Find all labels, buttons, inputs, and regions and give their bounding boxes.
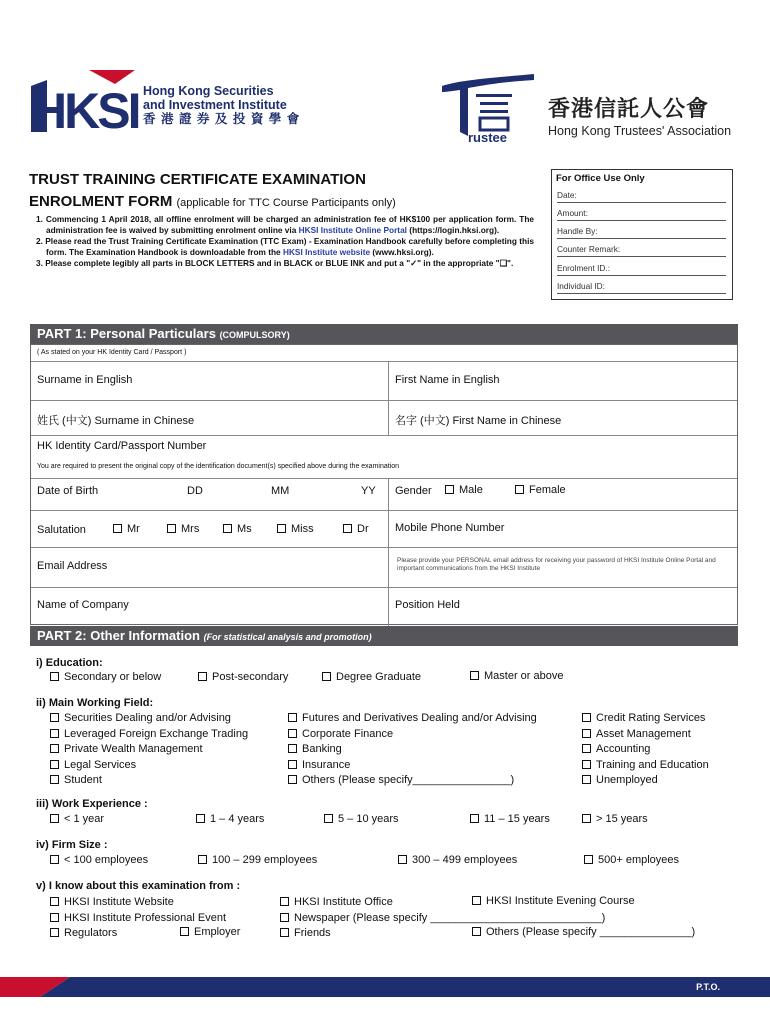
field-option[interactable]: Futures and Derivatives Dealing and/or Advising <box>288 711 537 727</box>
checkbox-icon <box>198 672 207 681</box>
know-option[interactable]: Others (Please specify _______________) <box>472 926 695 938</box>
dob-mm: MM <box>271 485 290 497</box>
field-option[interactable]: Banking <box>288 742 537 758</box>
checkbox-icon <box>582 760 591 769</box>
checkbox-icon <box>470 671 479 680</box>
working-field-label: ii) Main Working Field: <box>36 697 154 709</box>
firstname-cn-field[interactable]: 名字 (中文) First Name in Chinese <box>395 415 562 427</box>
checkbox-icon <box>582 713 591 722</box>
checkbox-icon <box>223 524 232 533</box>
hksi-logo-text: HKSI <box>31 83 139 134</box>
trustee-t-icon <box>440 72 536 144</box>
trustee-logo <box>440 72 740 148</box>
checkbox-icon <box>50 760 59 769</box>
exp-option[interactable]: 11 – 15 years <box>470 813 550 825</box>
checkbox-icon <box>198 855 207 864</box>
email-note: Please provide your PERSONAL email address for receiving your password of HKSI Institute Online Portal and important communications from the HKSI Institute <box>397 557 716 572</box>
dob-dd: DD <box>187 485 203 497</box>
hksi-name-cn: 香 港 證 券 及 投 資 學 會 <box>143 112 301 126</box>
office-use-box <box>551 169 733 300</box>
email-field[interactable]: Email Address <box>37 560 108 572</box>
office-date: Date: <box>557 190 726 203</box>
field-option[interactable]: Corporate Finance <box>288 727 537 743</box>
field-option[interactable]: Insurance <box>288 758 537 774</box>
personal-particulars <box>30 344 738 625</box>
firstname-en-field[interactable]: First Name in English <box>395 374 500 386</box>
know-option[interactable]: HKSI Institute Office <box>280 895 605 911</box>
checkbox-icon <box>324 814 333 823</box>
hksi-name-en-2: and Investment Institute <box>143 98 287 112</box>
field-option[interactable]: Leveraged Foreign Exchange Trading <box>50 727 248 743</box>
working-field-col1 <box>50 711 248 789</box>
checkbox-icon <box>584 855 593 864</box>
trustee-word: rustee <box>468 130 508 144</box>
know-option-employer[interactable]: Employer <box>180 926 240 938</box>
checkbox-icon <box>288 713 297 722</box>
checkbox-icon <box>50 897 59 906</box>
checkbox-icon <box>50 913 59 922</box>
salutation-mrs[interactable]: Mrs <box>167 523 199 535</box>
checkbox-icon <box>322 672 331 681</box>
checkbox-icon <box>50 729 59 738</box>
checkbox-icon <box>167 524 176 533</box>
salutation-mr[interactable]: Mr <box>113 523 140 535</box>
pto-label: P.T.O. <box>696 982 720 992</box>
field-option[interactable]: Unemployed <box>582 773 709 789</box>
checkbox-icon <box>280 928 289 937</box>
checkbox-icon <box>180 927 189 936</box>
office-enrolment: Enrolment ID.: <box>557 263 726 276</box>
edu-option[interactable]: Post-secondary <box>198 671 288 683</box>
firm-option[interactable]: 100 – 299 employees <box>198 854 317 866</box>
gender-label: Gender <box>395 485 432 497</box>
know-option[interactable]: Regulators <box>50 926 226 942</box>
hksi-logo-mark <box>31 70 141 134</box>
checkbox-icon <box>50 928 59 937</box>
firm-option[interactable]: 300 – 499 employees <box>398 854 517 866</box>
hksi-name-en-1: Hong Kong Securities <box>143 84 274 98</box>
field-option[interactable]: Training and Education <box>582 758 709 774</box>
salutation-miss[interactable]: Miss <box>277 523 314 535</box>
salutation-dr[interactable]: Dr <box>343 523 369 535</box>
note-2: 2. Please read the Trust Training Certificate Examination (TTC Exam) - Examination Handbook carefully before completing this form. The Examination Handbook is downloadable from the HKSI Institute website (www.hksi.org). <box>36 236 534 257</box>
know-option[interactable]: Friends <box>280 926 605 942</box>
checkbox-icon <box>288 729 297 738</box>
checkbox-icon <box>343 524 352 533</box>
know-option[interactable]: HKSI Institute Professional Event <box>50 911 226 927</box>
office-heading: For Office Use Only <box>556 173 645 184</box>
checkbox-icon <box>280 897 289 906</box>
website-link[interactable]: HKSI Institute website <box>282 247 371 257</box>
exp-option[interactable]: 5 – 10 years <box>324 813 399 825</box>
checkbox-icon <box>288 775 297 784</box>
checkbox-icon <box>582 744 591 753</box>
trustee-name-en: Hong Kong Trustees' Association <box>548 124 732 138</box>
field-option[interactable]: Accounting <box>582 742 709 758</box>
gender-male[interactable]: Male <box>445 484 483 496</box>
surname-en-field[interactable]: Surname in English <box>37 374 133 386</box>
checkbox-icon <box>50 713 59 722</box>
field-option[interactable]: Private Wealth Management <box>50 742 248 758</box>
hkid-note: You are required to present the original copy of the identification document(s) specified above during the examination <box>37 463 400 470</box>
footer-bar <box>0 977 770 997</box>
checkbox-icon <box>113 524 122 533</box>
working-field-col3 <box>582 711 709 789</box>
know-option[interactable]: Newspaper (Please specify ____________________________) <box>280 911 605 927</box>
note-1: 1. Commencing 1 April 2018, all offline enrolment will be charged an administration fee of HK$100 per application form. The administration fee is waived by submitting enrolment online via HKSI Institute Online Portal (https://login.hksi.org). <box>36 214 534 235</box>
work-experience-label: iii) Work Experience : <box>36 798 148 810</box>
hksi-logo <box>31 70 311 140</box>
checkbox-icon <box>470 814 479 823</box>
field-option[interactable]: Others (Please specify________________) <box>288 773 537 789</box>
edu-option[interactable]: Secondary or below <box>50 671 161 683</box>
part1-header: PART 1: Personal Particulars (COMPULSORY) <box>30 324 738 344</box>
office-amount: Amount: <box>557 208 726 221</box>
checkbox-icon <box>472 927 481 936</box>
form-subtitle: ENROLMENT FORM (applicable for TTC Course Participants only) <box>29 193 396 210</box>
portal-link[interactable]: HKSI Institute Online Portal <box>298 225 407 235</box>
field-option[interactable]: Securities Dealing and/or Advising <box>50 711 248 727</box>
position-field[interactable]: Position Held <box>395 599 460 611</box>
firm-option[interactable]: < 100 employees <box>50 854 148 866</box>
passport-note: ( As stated on your HK Identity Card / Passport ) <box>37 349 187 356</box>
working-field-col2 <box>288 711 537 789</box>
salutation-ms[interactable]: Ms <box>223 523 252 535</box>
checkbox-icon <box>288 760 297 769</box>
salutation-label: Salutation <box>37 524 86 536</box>
checkbox-icon <box>445 485 454 494</box>
field-option[interactable]: Student <box>50 773 248 789</box>
field-option[interactable]: Asset Management <box>582 727 709 743</box>
trustee-name-cn: 香港信託人公會 <box>548 96 710 121</box>
mobile-field[interactable]: Mobile Phone Number <box>395 522 505 534</box>
note-3: 3. Please complete legibly all parts in BLOCK LETTERS and in BLACK or BLUE INK and put a "✓" in the appropriate "❑". <box>36 258 514 268</box>
dob-field[interactable]: Date of Birth <box>37 485 99 497</box>
checkbox-icon <box>50 744 59 753</box>
company-field[interactable]: Name of Company <box>37 599 129 611</box>
know-option[interactable]: HKSI Institute Website <box>50 895 226 911</box>
part2-header: PART 2: Other Information (For statistical analysis and promotion) <box>30 626 738 646</box>
exp-option[interactable]: > 15 years <box>582 813 648 825</box>
checkbox-icon <box>50 672 59 681</box>
field-option[interactable]: Legal Services <box>50 758 248 774</box>
checkbox-icon <box>582 775 591 784</box>
know-about-label: v) I know about this examination from : <box>36 880 241 892</box>
edu-option[interactable]: Master or above <box>470 670 563 682</box>
hkid-field[interactable]: HK Identity Card/Passport Number <box>37 440 207 452</box>
education-label: i) Education: <box>36 657 103 669</box>
edu-option[interactable]: Degree Graduate <box>322 671 421 683</box>
firm-size-label: iv) Firm Size : <box>36 839 108 851</box>
footer-graphic <box>0 977 770 997</box>
know-option[interactable]: HKSI Institute Evening Course <box>472 895 635 907</box>
checkbox-icon <box>398 855 407 864</box>
gender-female[interactable]: Female <box>515 484 566 496</box>
office-individual: Individual ID: <box>557 281 726 294</box>
checkbox-icon <box>582 814 591 823</box>
checkbox-icon <box>582 729 591 738</box>
field-option[interactable]: Credit Rating Services <box>582 711 709 727</box>
checkbox-icon <box>50 814 59 823</box>
checkbox-icon <box>277 524 286 533</box>
checkbox-icon <box>50 775 59 784</box>
firm-option[interactable]: 500+ employees <box>584 854 679 866</box>
checkbox-icon <box>288 744 297 753</box>
form-title: TRUST TRAINING CERTIFICATE EXAMINATION <box>29 171 366 188</box>
checkbox-icon <box>280 913 289 922</box>
office-counter: Counter Remark: <box>557 244 726 257</box>
dob-yy: YY <box>361 485 376 497</box>
checkbox-icon <box>472 896 481 905</box>
office-handle: Handle By: <box>557 226 726 239</box>
checkbox-icon <box>196 814 205 823</box>
checkbox-icon <box>50 855 59 864</box>
checkbox-icon <box>515 485 524 494</box>
surname-cn-field[interactable]: 姓氏 (中文) Surname in Chinese <box>37 415 195 427</box>
instructions <box>36 214 534 269</box>
exp-option[interactable]: < 1 year <box>50 813 104 825</box>
exp-option[interactable]: 1 – 4 years <box>196 813 264 825</box>
